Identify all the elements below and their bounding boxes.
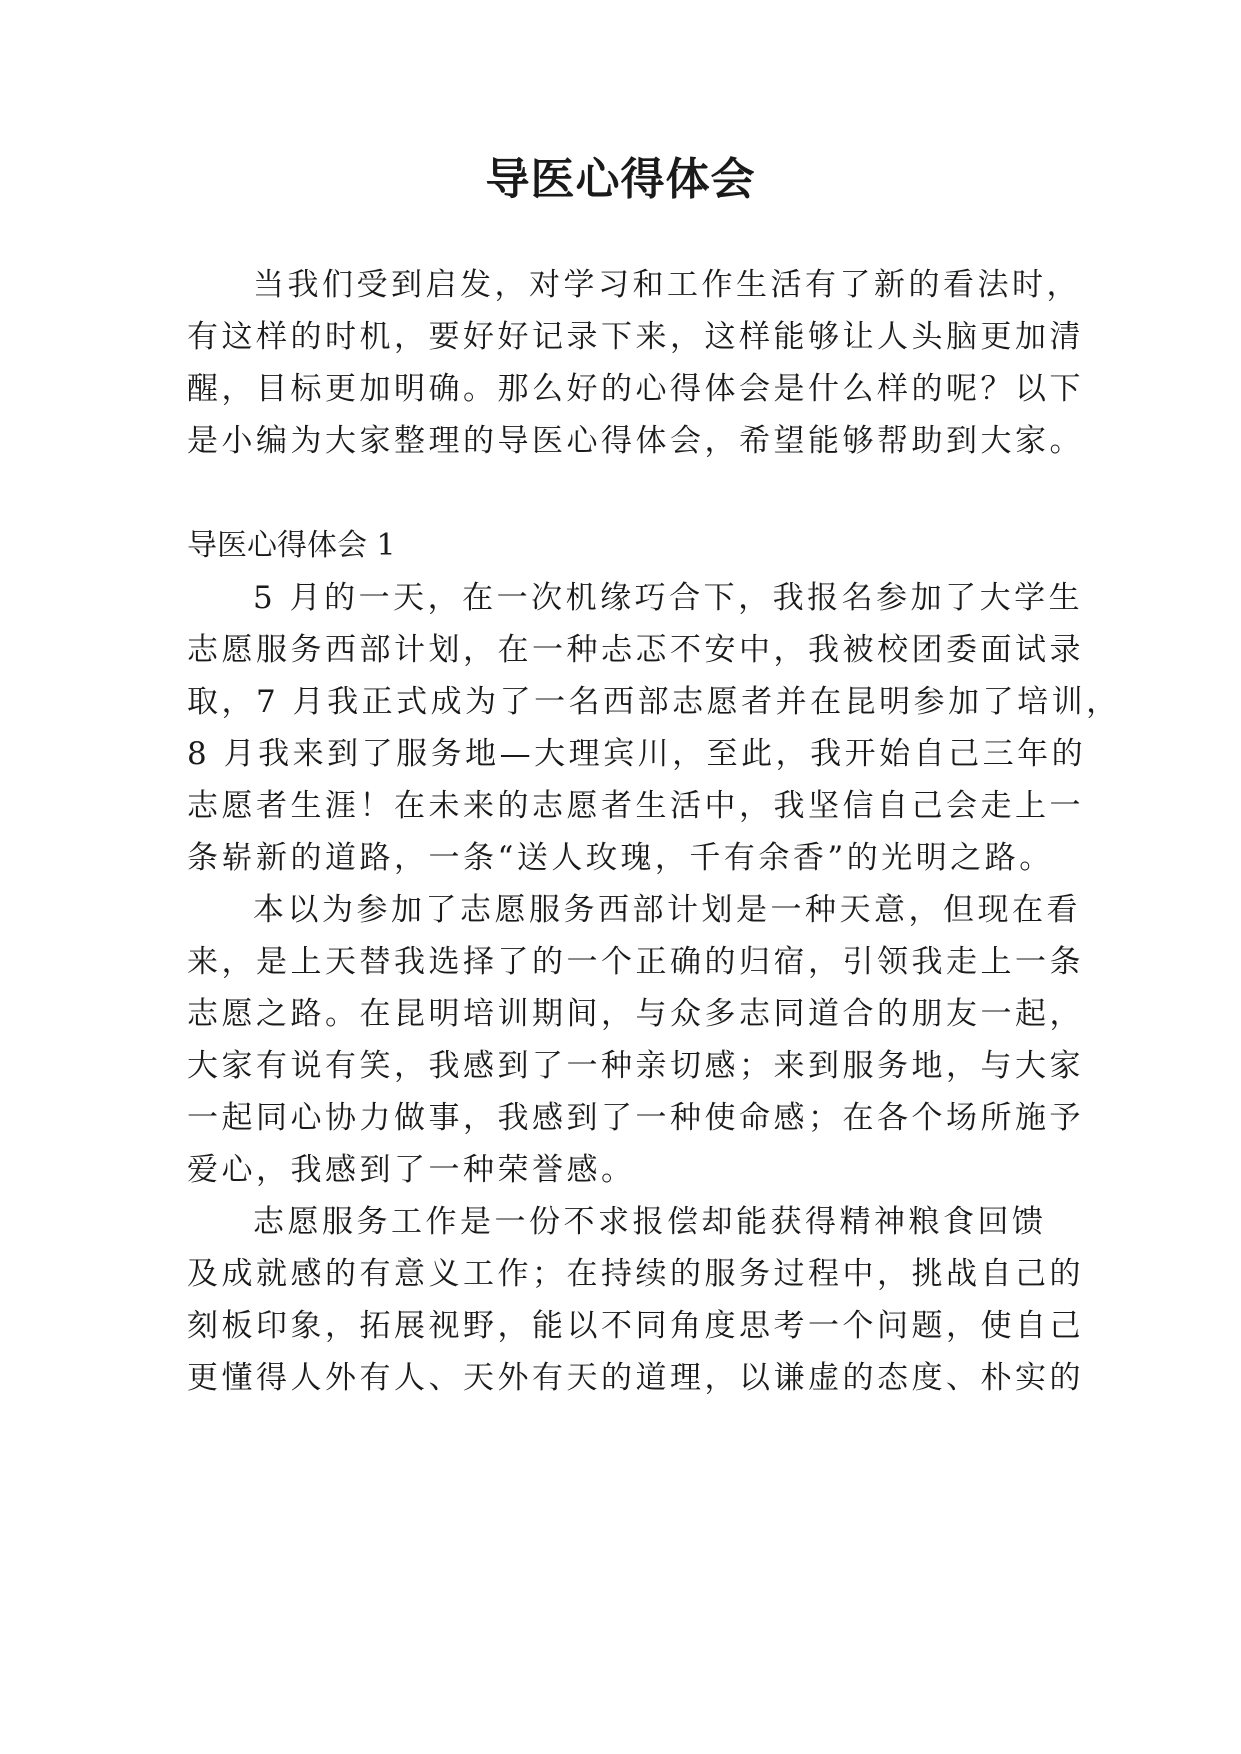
para2-line-6: 爱心，我感到了一种荣誉感。 [187, 1152, 636, 1188]
document-title: 导医心得体会 [485, 154, 756, 205]
para1-line-1: 5 月的一天，在一次机缘巧合下，我报名参加了大学生 [253, 580, 1084, 616]
intro-line-1: 当我们受到启发，对学习和工作生活有了新的看法时， [253, 267, 1081, 303]
para3-line-1: 志愿服务工作是一份不求报偿却能获得精神粮食回馈 [253, 1204, 1047, 1240]
para1-line-6: 条崭新的道路，一条“送人玫瑰，千有余香”的光明之路。 [187, 840, 1054, 876]
para1-line-3: 取，7 月我正式成为了一名西部志愿者并在昆明参加了培训， [187, 684, 1121, 720]
para2-line-2: 来，是上天替我选择了的一个正确的归宿，引领我走上一条 [187, 944, 1084, 980]
para1-line-5: 志愿者生涯！在未来的志愿者生活中，我坚信自己会走上一 [187, 788, 1084, 824]
para2-line-4: 大家有说有笑，我感到了一种亲切感；来到服务地，与大家 [187, 1048, 1084, 1084]
para2-line-5: 一起同心协力做事，我感到了一种使命感；在各个场所施予 [187, 1100, 1084, 1136]
para3-line-3: 刻板印象，拓展视野，能以不同角度思考一个问题，使自己 [187, 1308, 1084, 1344]
para3-line-2: 及成就感的有意义工作；在持续的服务过程中，挑战自己的 [187, 1256, 1084, 1292]
para3-line-4: 更懂得人外有人、天外有天的道理，以谦虚的态度、朴实的 [187, 1360, 1084, 1396]
intro-line-4: 是小编为大家整理的导医心得体会，希望能够帮助到大家。 [187, 423, 1084, 459]
para2-line-3: 志愿之路。在昆明培训期间，与众多志同道合的朋友一起， [187, 996, 1084, 1032]
intro-line-3: 醒，目标更加明确。那么好的心得体会是什么样的呢？以下 [187, 371, 1084, 407]
para1-line-2: 志愿服务西部计划，在一种忐忑不安中，我被校团委面试录 [187, 632, 1084, 668]
para1-line-4: 8 月我来到了服务地—大理宾川，至此，我开始自己三年的 [187, 736, 1087, 772]
section-heading: 导医心得体会 1 [187, 528, 396, 563]
para2-line-1: 本以为参加了志愿服务西部计划是一种天意，但现在看 [253, 892, 1081, 928]
intro-line-2: 有这样的时机，要好好记录下来，这样能够让人头脑更加清 [187, 319, 1084, 355]
